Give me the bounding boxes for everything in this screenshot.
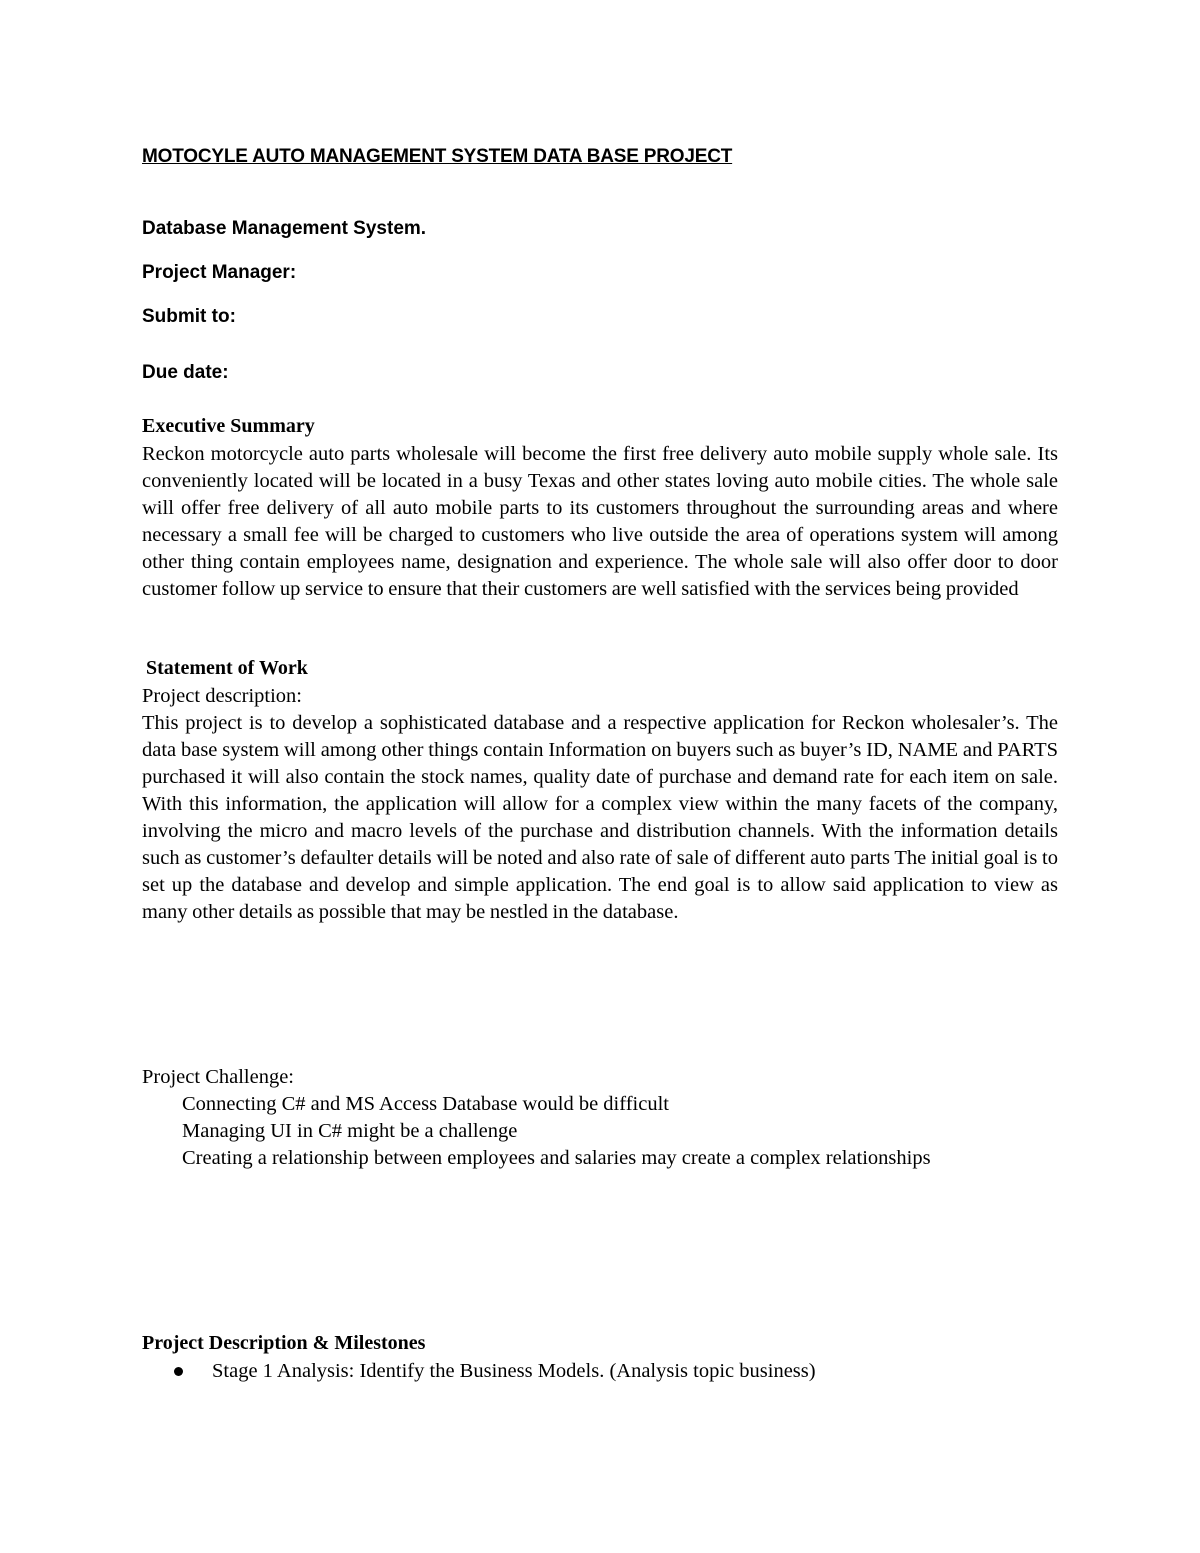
statement-of-work-body: This project is to develop a sophisticated database and a respective application for Reckon wholesaler’s. The data base system will among other things contain Information on buyers such as buyer’s ID, NAME and PARTS purchased it will also contain the stock names, quality date of purchase and demand rate for each item on sale. With this information, the application will allow for a complex view within the many facets of the company, involving the micro and macro levels of the purchase and distribution channels. With the information details such as customer’s defaulter details will be noted and also rate of sale of different auto parts The initial goal is to set up the database and develop and simple application. The end goal is to allow said application to view as many other details as possible that may be nestled in the database.: [142, 712, 1058, 923]
field-due-date: Due date:: [142, 362, 229, 383]
milestones-list: [172, 1358, 816, 1385]
statement-of-work-heading: Statement of Work: [146, 657, 308, 679]
challenge-item: Creating a relationship between employees and salaries may create a complex relationships: [182, 1147, 931, 1169]
field-submit-to: Submit to:: [142, 306, 236, 327]
field-project-manager: Project Manager:: [142, 262, 297, 283]
project-description-subheading: Project description:: [142, 685, 302, 707]
milestone-text: Stage 1 Analysis: Identify the Business Models. (Analysis topic business): [212, 1360, 816, 1382]
field-database-management-system: Database Management System.: [142, 218, 427, 239]
challenge-item: Connecting C# and MS Access Database would be difficult: [182, 1093, 669, 1115]
milestones-heading: Project Description & Milestones: [142, 1332, 426, 1354]
bullet-icon: [174, 1367, 183, 1376]
project-challenge-list: [182, 1091, 931, 1172]
challenge-item: Managing UI in C# might be a challenge: [182, 1120, 518, 1142]
milestone-item: [172, 1358, 816, 1385]
executive-summary-heading: Executive Summary: [142, 415, 315, 437]
document-title: MOTOCYLE AUTO MANAGEMENT SYSTEM DATA BASE PROJECT: [142, 146, 733, 167]
project-challenge-heading: Project Challenge:: [142, 1066, 294, 1088]
executive-summary-body: Reckon motorcycle auto parts wholesale will become the first free delivery auto mobile supply whole sale. Its conveniently located will be located in a busy Texas and other states loving auto mobile cities. The whole sale will offer free delivery of all auto mobile parts to its customers throughout the surrounding areas and where necessary a small fee will be charged to customers who live outside the area of operations system will among other thing contain employees name, designation and experience. The whole sale will also offer door to door customer follow up service to ensure that their customers are well satisfied with the services being provided: [142, 443, 1058, 600]
